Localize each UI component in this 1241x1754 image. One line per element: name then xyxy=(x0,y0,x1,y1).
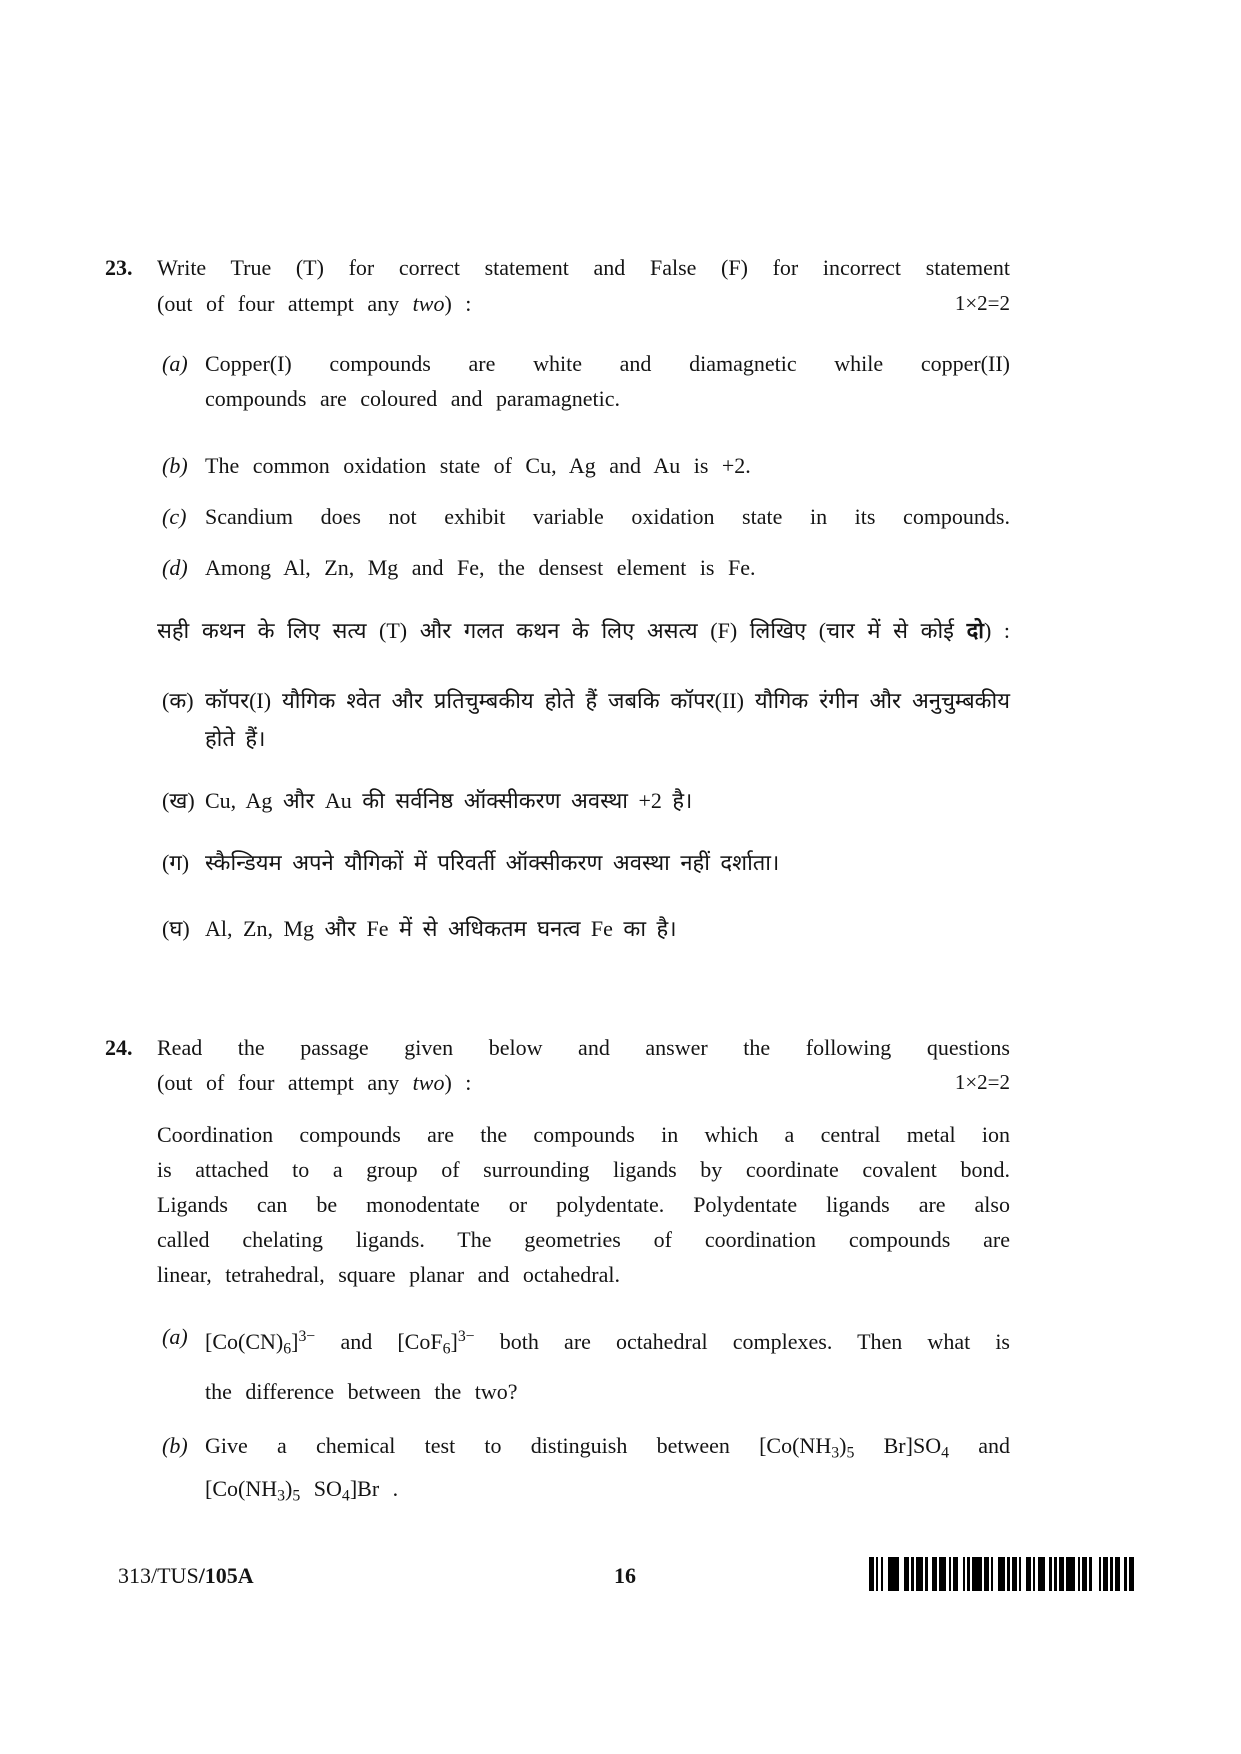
question-24-header: Read the passage given below and answer the following questions (out of four attempt any two) : xyxy=(157,1035,1010,1095)
barcode xyxy=(869,1557,1134,1591)
q23-option-ka-row xyxy=(162,682,1010,758)
q23-option-d-row xyxy=(162,550,1010,585)
q23-option-ga-row xyxy=(162,844,1010,882)
q23-option-a-text: Copper(I) compounds are white and diamagnetic while copper(II) compounds are coloured and paramagnetic. xyxy=(205,351,1010,411)
q24-option-b-label: (b) xyxy=(162,1433,188,1458)
q24-passage: Coordination compounds are the compounds in which a central metal ion is attached to a group of surrounding ligands by coordinate covalent bond. Ligands can be monodentate or polydentate. Polydentate ligands are also called chelating ligands. The geometries of coordination compounds are linear, tetrahedral, square planar and octahedral. xyxy=(157,1122,1010,1287)
q23-option-ka-label: (क) xyxy=(162,688,194,713)
question-23-number: 23. xyxy=(105,255,133,280)
q23-option-b-row xyxy=(162,448,1010,483)
q23-option-ga-text: स्कैन्डियम अपने यौगिकों में परिवर्ती ऑक्सीकरण अवस्था नहीं दर्शाता। xyxy=(205,850,780,875)
q23-option-gha-text: Al, Zn, Mg और Fe में से अधिकतम घनत्व Fe का है। xyxy=(205,916,677,941)
q23-option-kha-row xyxy=(162,782,1010,820)
question-23-marks: 1×2=2 xyxy=(954,291,1010,315)
q23-option-c-text: Scandium does not exhibit variable oxidation state in its compounds. xyxy=(205,504,1010,529)
q23-option-b-label: (b) xyxy=(162,453,188,478)
exam-code: 313/TUS/105A xyxy=(118,1563,254,1588)
question-23-header: Write True (T) for correct statement and False (F) for incorrect statement (out of four attempt any two) : xyxy=(157,255,1010,316)
q24-option-b-text: Give a chemical test to distinguish between [$Co(NH_3)_5$ $Br]SO_4$ and [$Co(NH_3)_5$ $SO_4]Br$ . xyxy=(205,1433,1011,1505)
question-24-number: 24. xyxy=(105,1035,133,1060)
q24-option-a-label: (a) xyxy=(162,1324,188,1349)
question-24-marks: 1×2=2 xyxy=(954,1070,1010,1094)
question-23-header-row xyxy=(105,250,1010,322)
q23-option-a-label: (a) xyxy=(162,351,188,376)
q23-option-gha-label: (घ) xyxy=(162,916,190,941)
q24-option-b-row xyxy=(162,1428,1010,1515)
q23-option-c-row xyxy=(162,499,1010,534)
q23-option-d-label: (d) xyxy=(162,555,188,580)
q23-option-b-text: The common oxidation state of Cu, Ag and Au is +2. xyxy=(205,453,751,478)
page-number: 16 xyxy=(614,1563,636,1588)
q23-option-gha-row xyxy=(162,910,1010,948)
q23-option-kha-text: Cu, Ag और Au की सर्वनिष्ठ ऑक्सीकरण अवस्था +2 है। xyxy=(205,788,693,813)
q23-hindi-intro: सही कथन के लिए सत्य (T) और गलत कथन के लिए असत्य (F) लिखिए (चार में से कोई दो) : xyxy=(157,618,1010,643)
q23-option-kha-label: (ख) xyxy=(162,788,195,813)
q23-option-ka-text: कॉपर(I) यौगिक श्वेत और प्रतिचुम्बकीय होते हैं जबकि कॉपर(II) यौगिक रंगीन और अनुचुम्बकीय होते हैं। xyxy=(205,688,1010,751)
q23-option-a-row xyxy=(162,346,1010,416)
question-24-header-row xyxy=(105,1030,1010,1100)
q23-option-ga-label: (ग) xyxy=(162,850,190,875)
q24-option-a-text: $[Co(CN)_6]^{3-}$ and $[CoF_6]^{3-}$ both are octahedral complexes. Then what is the difference between the two? xyxy=(205,1328,1010,1405)
q23-option-c-label: (c) xyxy=(162,504,187,529)
q23-option-d-text: Among Al, Zn, Mg and Fe, the densest element is Fe. xyxy=(205,555,756,580)
q24-option-a-row xyxy=(162,1315,1010,1413)
